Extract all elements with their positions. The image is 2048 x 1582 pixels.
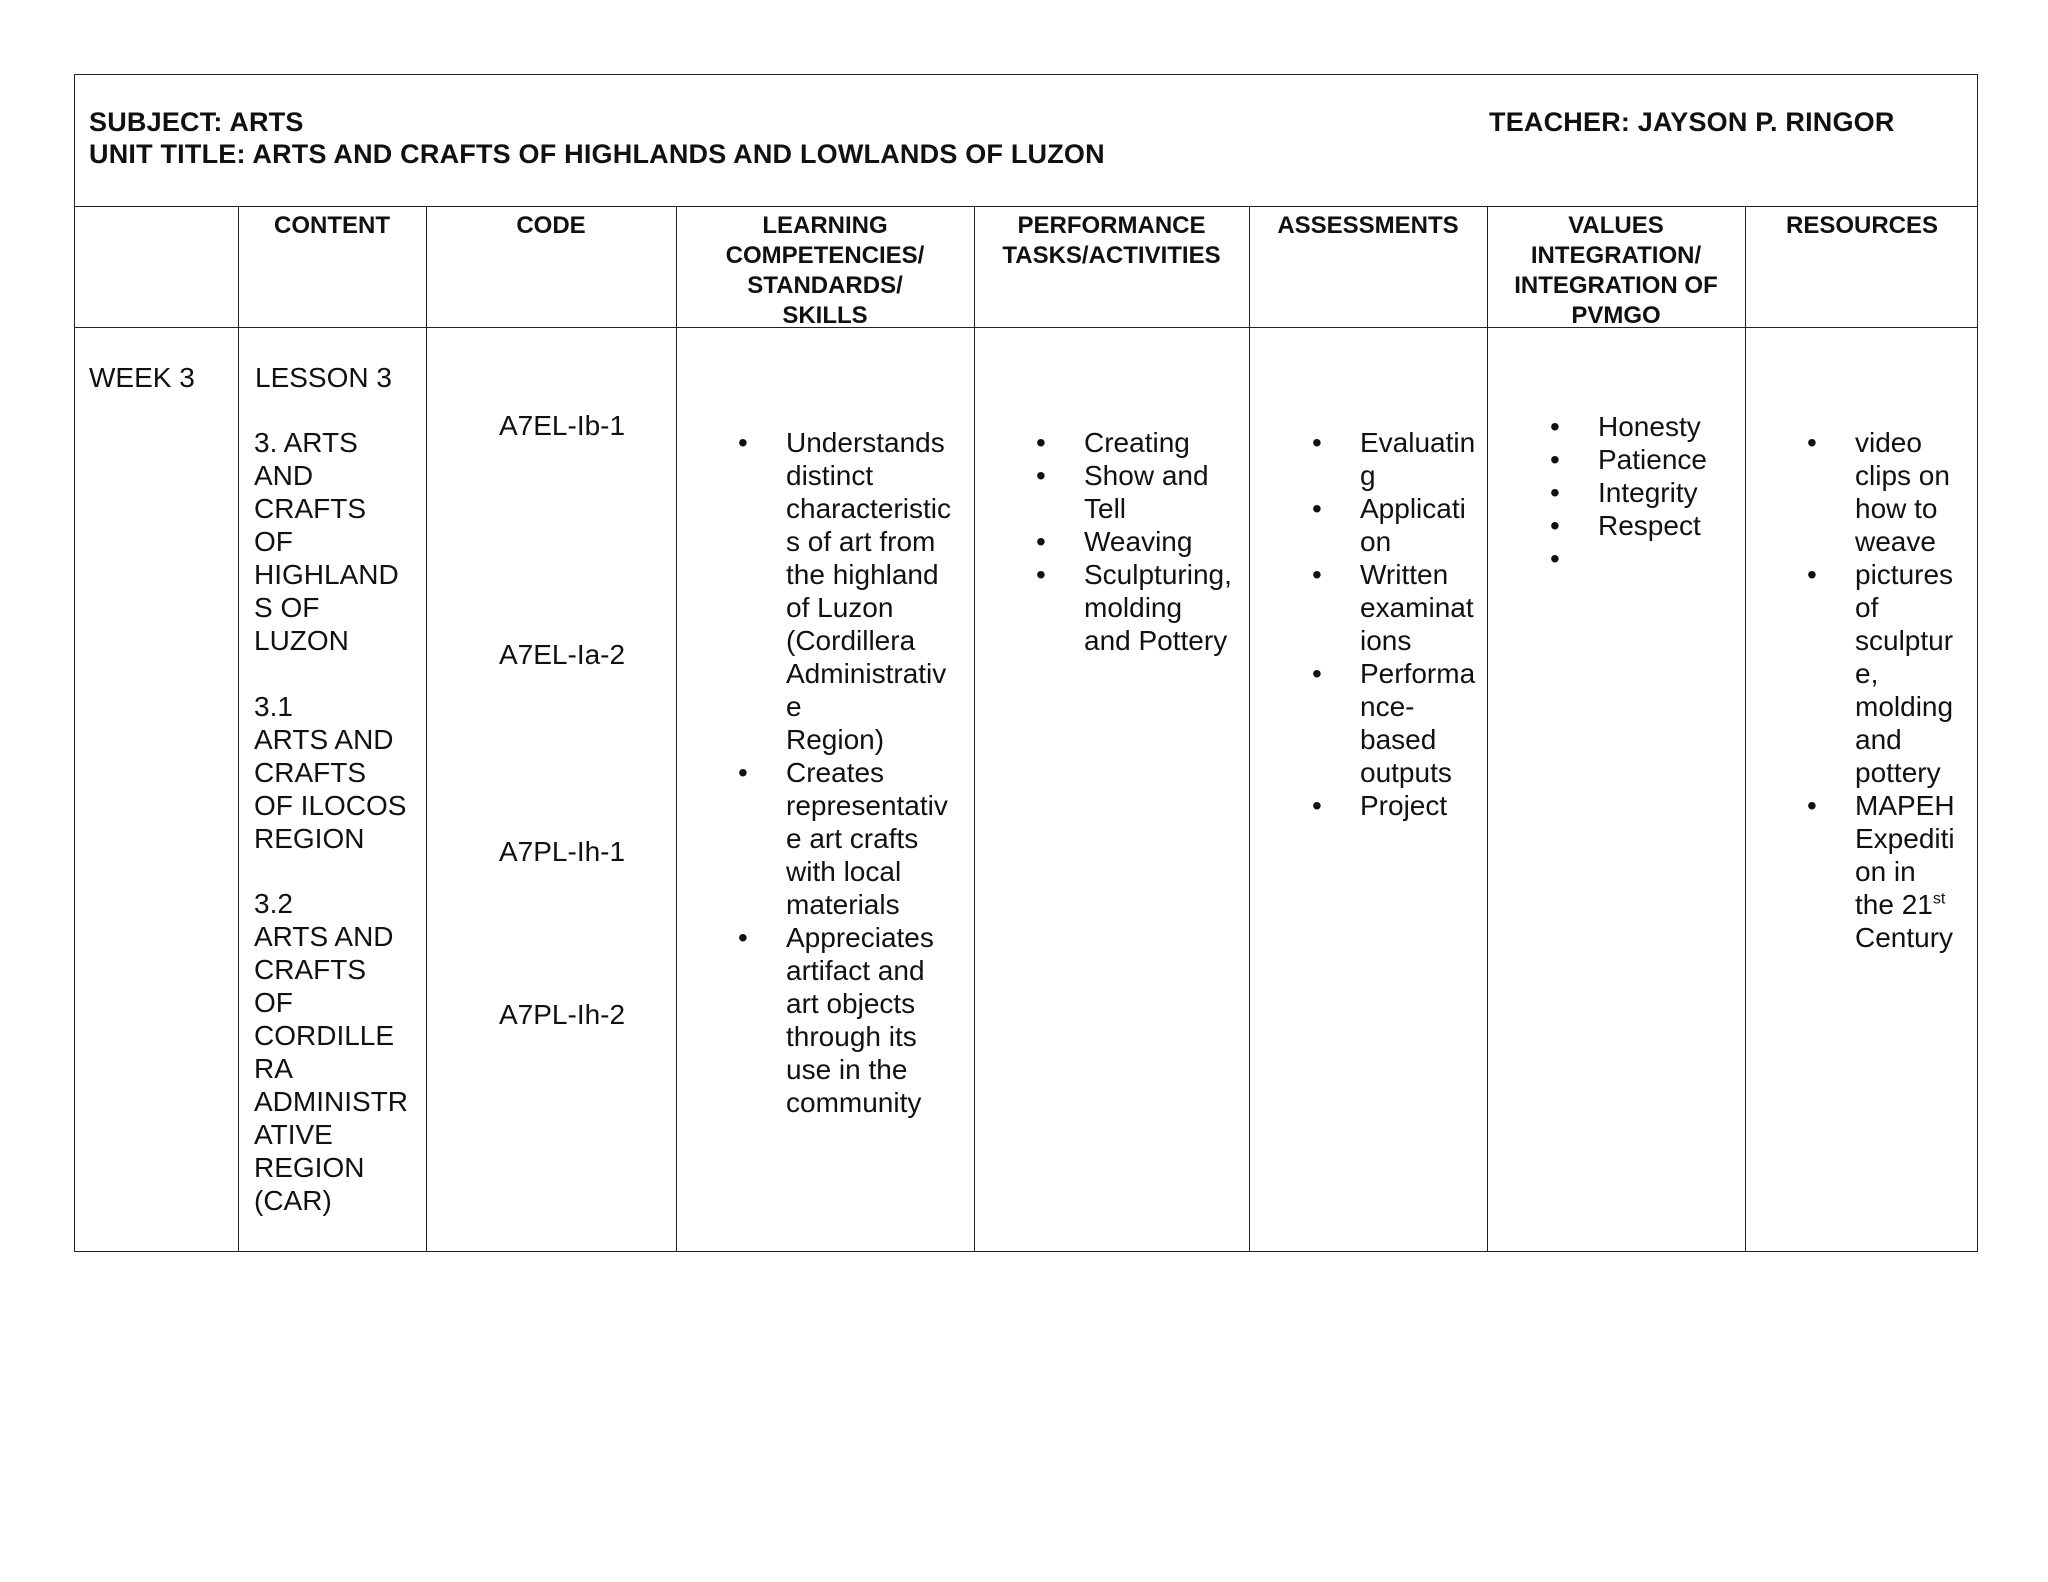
content-line: REGION <box>254 1152 365 1183</box>
value-item <box>1550 410 1707 443</box>
ordinal-number: the 21 <box>1855 889 1933 920</box>
header-line: LEARNING <box>762 212 888 239</box>
item-line: use in the <box>786 1054 908 1085</box>
content-line: ATIVE <box>254 1119 333 1150</box>
bullet-icon: • <box>1807 559 1817 590</box>
item-line: Evaluatin <box>1360 427 1476 458</box>
item-line: molding <box>1855 691 1954 722</box>
content-line: RA <box>254 1053 293 1084</box>
column-header-performance <box>974 207 1249 327</box>
item-line: sculptur <box>1855 625 1954 656</box>
content-line: (CAR) <box>254 1185 332 1216</box>
header-line: COMPETENCIES/ <box>725 242 925 269</box>
item-line: characteristic <box>786 493 951 524</box>
competency-item <box>738 756 951 921</box>
item-line: Creates <box>786 757 885 788</box>
values-list <box>1550 410 1707 575</box>
column-divider <box>676 207 677 1251</box>
item-line: e <box>786 691 802 722</box>
item-line: Respect <box>1598 510 1701 541</box>
subject-label: SUBJECT: ARTS <box>89 107 304 137</box>
column-header-code: CODE <box>516 212 586 239</box>
content-line: CORDILLE <box>254 1020 395 1051</box>
bullet-icon: • <box>1036 526 1046 557</box>
item-line: Honesty <box>1598 411 1701 442</box>
performance-list <box>1036 426 1232 657</box>
item-line: distinct <box>786 460 874 491</box>
item-line: Applicati <box>1360 493 1466 524</box>
competency-item <box>738 426 951 756</box>
code-entry: A7PL-Ih-2 <box>499 999 626 1030</box>
content-block-3 <box>254 887 408 1217</box>
item-line: through its <box>786 1021 917 1052</box>
performance-item <box>1036 525 1232 558</box>
content-line: OF ILOCOS <box>254 790 407 821</box>
code-entry: A7EL-Ia-2 <box>499 639 626 670</box>
item-line: Understands <box>786 427 945 458</box>
item-line: Project <box>1360 790 1448 821</box>
item-line: Tell <box>1084 493 1127 524</box>
item-line: community <box>786 1087 922 1118</box>
item-line: and <box>1855 724 1902 755</box>
assessments-list <box>1312 426 1475 822</box>
resources-list <box>1807 426 1955 954</box>
header-line: STANDARDS/ <box>747 272 903 299</box>
competency-item <box>738 921 951 1119</box>
item-line: molding <box>1084 592 1183 623</box>
assessment-item <box>1312 492 1475 558</box>
item-line: Century <box>1855 922 1954 953</box>
header-line: PERFORMANCE <box>1017 212 1206 239</box>
content-line: ARTS AND <box>254 921 394 952</box>
item-line: Weaving <box>1084 526 1193 557</box>
item-line: and Pottery <box>1084 625 1228 656</box>
header-line: PVMGO <box>1571 302 1661 329</box>
bullet-icon: • <box>1036 460 1046 491</box>
column-divider <box>1745 207 1746 1251</box>
column-header-assessments: ASSESSMENTS <box>1277 212 1459 239</box>
resource-item <box>1807 789 1955 954</box>
table-header <box>75 75 1977 207</box>
column-header-values <box>1487 207 1745 327</box>
assessment-item <box>1312 657 1475 789</box>
content-line: OF <box>254 987 293 1018</box>
content-line: ADMINISTR <box>254 1086 408 1117</box>
performance-item <box>1036 426 1232 459</box>
content-line: AND <box>254 460 314 491</box>
column-header-content: CONTENT <box>274 212 390 239</box>
value-item <box>1550 476 1707 509</box>
content-line: 3. ARTS <box>254 427 358 458</box>
column-header-competencies <box>676 207 974 327</box>
bullet-icon: • <box>1312 427 1322 458</box>
bullet-icon: • <box>1807 790 1817 821</box>
item-line: e, <box>1855 658 1879 689</box>
content-line: REGION <box>254 823 365 854</box>
bullet-icon: • <box>738 922 748 953</box>
content-line: CRAFTS <box>254 757 366 788</box>
item-line <box>1855 888 1955 921</box>
performance-item <box>1036 459 1232 525</box>
teacher-label: TEACHER: JAYSON P. RINGOR <box>1489 107 1895 137</box>
item-line: g <box>1360 460 1376 491</box>
item-line: Integrity <box>1598 477 1698 508</box>
bullet-icon: • <box>1550 543 1560 574</box>
item-line: ions <box>1360 625 1412 656</box>
item-line: e art crafts <box>786 823 919 854</box>
assessment-item <box>1312 558 1475 657</box>
unit-title: UNIT TITLE: ARTS AND CRAFTS OF HIGHLANDS AND LOWLANDS OF LUZON <box>89 139 1105 169</box>
item-line: Expediti <box>1855 823 1955 854</box>
column-divider <box>1487 207 1488 1251</box>
week-label: WEEK 3 <box>89 362 195 393</box>
column-header-resources: RESOURCES <box>1785 212 1939 239</box>
item-line: outputs <box>1360 757 1452 788</box>
bullet-icon: • <box>1550 510 1560 541</box>
item-line: clips on <box>1855 460 1950 491</box>
header-line: VALUES <box>1568 212 1664 239</box>
item-line: artifact and <box>786 955 925 986</box>
column-divider <box>238 207 239 1251</box>
item-line: Written <box>1360 559 1449 590</box>
value-item <box>1550 443 1707 476</box>
content-line: CRAFTS <box>254 493 366 524</box>
bullet-icon: • <box>1312 790 1322 821</box>
item-line: on in <box>1855 856 1916 887</box>
content-block-1 <box>254 426 399 657</box>
item-line: of Luzon <box>786 592 894 623</box>
value-item <box>1550 542 1707 575</box>
column-divider <box>426 207 427 1251</box>
content-line: S OF <box>254 592 320 623</box>
bullet-icon: • <box>1550 411 1560 442</box>
item-line: pictures <box>1855 559 1954 590</box>
content-line: OF <box>254 526 293 557</box>
item-line: Performa <box>1360 658 1476 689</box>
content-line: 3.2 <box>254 888 293 919</box>
bullet-icon: • <box>738 427 748 458</box>
item-line: Patience <box>1598 444 1707 475</box>
bullet-icon: • <box>738 757 748 788</box>
content-line: CRAFTS <box>254 954 366 985</box>
column-divider <box>1249 207 1250 1251</box>
item-line: weave <box>1855 526 1936 557</box>
lesson-label: LESSON 3 <box>255 362 392 393</box>
bullet-icon: • <box>1036 559 1046 590</box>
content-block-2 <box>254 690 406 855</box>
item-line: MAPEH <box>1855 790 1955 821</box>
item-line: Administrativ <box>786 658 947 689</box>
item-line: pottery <box>1855 757 1941 788</box>
assessment-item <box>1312 789 1475 822</box>
item-line: the highland <box>786 559 939 590</box>
code-entry: A7EL-Ib-1 <box>499 410 626 441</box>
item-line: of <box>1855 592 1879 623</box>
item-line: s of art from <box>786 526 936 557</box>
item-line: Sculpturing, <box>1084 559 1232 590</box>
item-line: with local <box>786 856 902 887</box>
item-line: examinat <box>1360 592 1474 623</box>
item-line: art objects <box>786 988 916 1019</box>
lesson-plan-table <box>74 74 1978 1252</box>
code-entry: A7PL-Ih-1 <box>499 836 626 867</box>
item-line: nce- <box>1360 691 1415 722</box>
item-line: based <box>1360 724 1437 755</box>
item-line: Appreciates <box>786 922 934 953</box>
item-line: Show and <box>1084 460 1209 491</box>
bullet-icon: • <box>1036 427 1046 458</box>
content-line: HIGHLAND <box>254 559 399 590</box>
header-line: INTEGRATION/ <box>1530 242 1702 269</box>
item-line: video <box>1855 427 1922 458</box>
content-line: 3.1 <box>254 691 293 722</box>
bullet-icon: • <box>1807 427 1817 458</box>
item-line: on <box>1360 526 1392 557</box>
bullet-icon: • <box>1550 444 1560 475</box>
header-line: INTEGRATION OF <box>1514 272 1718 299</box>
item-line: representativ <box>786 790 948 821</box>
resource-item <box>1807 426 1955 558</box>
item-line: (Cordillera <box>786 625 916 656</box>
performance-item <box>1036 558 1232 657</box>
ordinal-suffix: st <box>1932 890 1946 908</box>
content-line: ARTS AND <box>254 724 394 755</box>
item-line: how to <box>1855 493 1938 524</box>
bullet-icon: • <box>1550 477 1560 508</box>
header-line: SKILLS <box>782 302 868 329</box>
assessment-item <box>1312 426 1475 492</box>
bullet-icon: • <box>1312 559 1322 590</box>
item-line: Creating <box>1084 427 1190 458</box>
item-line: materials <box>786 889 900 920</box>
competencies-list <box>738 426 951 1119</box>
item-line: Region) <box>786 724 885 755</box>
value-item <box>1550 509 1707 542</box>
column-divider <box>974 207 975 1251</box>
resource-item <box>1807 558 1955 789</box>
bullet-icon: • <box>1312 658 1322 689</box>
content-line: LUZON <box>254 625 349 656</box>
header-line: TASKS/ACTIVITIES <box>1002 242 1221 269</box>
bullet-icon: • <box>1312 493 1322 524</box>
